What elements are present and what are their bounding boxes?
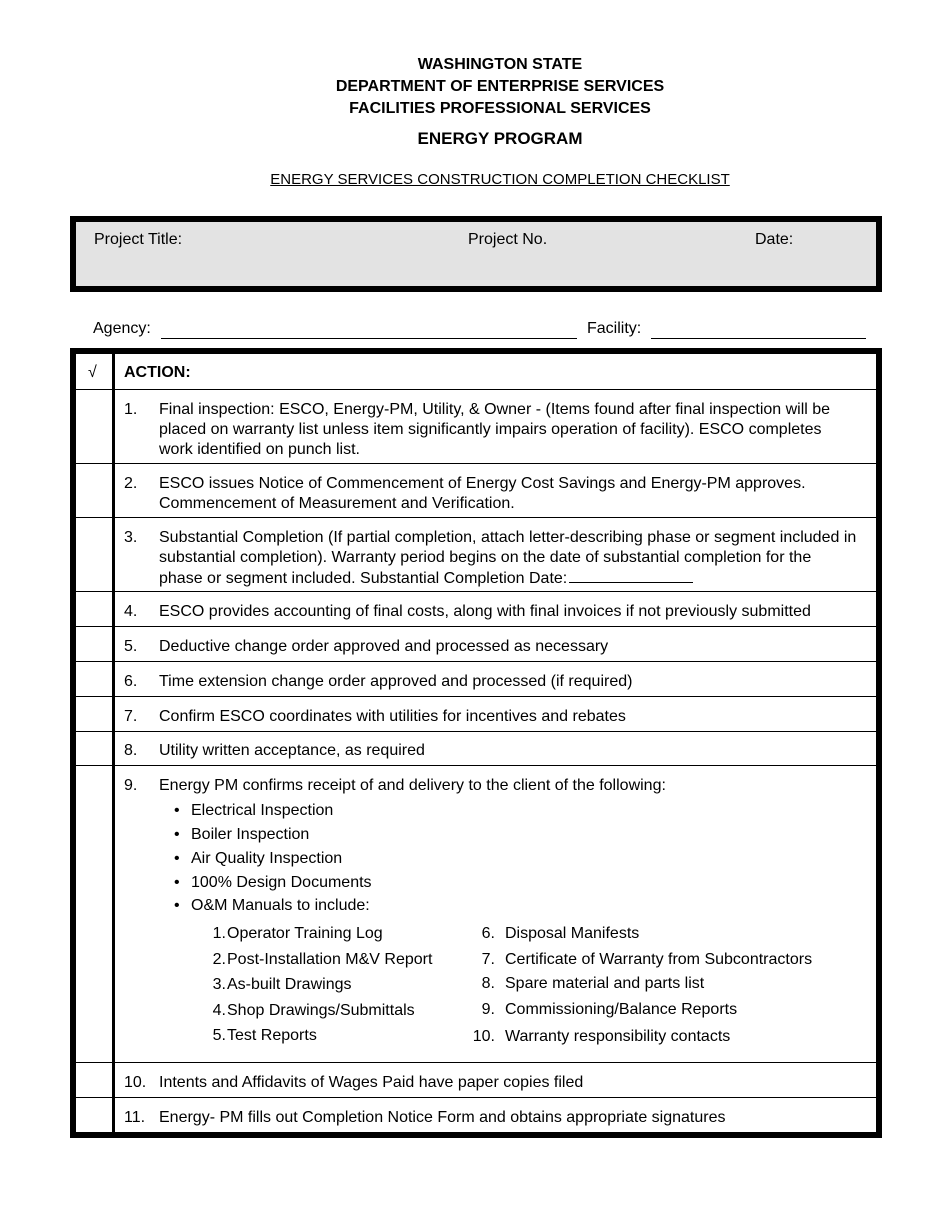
facility-label: Facility: bbox=[587, 320, 642, 337]
item-text: Deductive change order approved and processed as necessary bbox=[159, 638, 609, 655]
row-divider bbox=[76, 1097, 876, 1098]
manual-item: Warranty responsibility contacts bbox=[505, 1028, 731, 1045]
manual-number: 4. bbox=[212, 1002, 226, 1019]
item-text: Intents and Affidavits of Wages Paid have paper copies filed bbox=[159, 1074, 584, 1091]
item-text: Substantial Completion (If partial completion, attach letter-describing phase or segment included in substantial completion). Warranty period begins on the date of substantial completion for the phase or segment included. Substantial Completion Date: bbox=[159, 529, 857, 587]
item-text: ESCO issues Notice of Commencement of Energy Cost Savings and Energy-PM approves. Commencement of Measurement and Verification. bbox=[159, 475, 806, 512]
manual-number: 10. bbox=[472, 1028, 495, 1045]
manual-item: Certificate of Warranty from Subcontractors bbox=[505, 951, 813, 968]
manual-number: 7. bbox=[481, 951, 495, 968]
row-divider bbox=[76, 731, 876, 732]
manual-number: 2. bbox=[212, 951, 226, 968]
row-divider bbox=[76, 517, 876, 518]
item-text-with-blank bbox=[159, 528, 859, 589]
manual-item: Spare material and parts list bbox=[505, 975, 705, 992]
header-division: FACILITIES PROFESSIONAL SERVICES bbox=[349, 100, 651, 117]
item-number: 9. bbox=[124, 777, 138, 794]
manual-number: 5. bbox=[212, 1027, 226, 1044]
row-divider bbox=[76, 591, 876, 592]
project-title-label: Project Title: bbox=[94, 231, 183, 248]
bullet-icon: • bbox=[174, 874, 180, 891]
manual-number: 1. bbox=[212, 925, 226, 942]
bullet-item: Electrical Inspection bbox=[191, 802, 334, 819]
project-number-label: Project No. bbox=[468, 231, 548, 248]
item-number: 7. bbox=[124, 708, 138, 725]
row-divider bbox=[76, 463, 876, 464]
item-number: 1. bbox=[124, 401, 138, 418]
bullet-item: O&M Manuals to include: bbox=[191, 897, 370, 914]
item-number: 8. bbox=[124, 742, 138, 759]
item-text: Energy- PM fills out Completion Notice Form and obtains appropriate signatures bbox=[159, 1109, 726, 1126]
action-column-header: ACTION: bbox=[124, 364, 191, 381]
agency-label: Agency: bbox=[93, 320, 151, 337]
manual-item: Post-Installation M&V Report bbox=[227, 951, 433, 968]
item-text: Confirm ESCO coordinates with utilities for incentives and rebates bbox=[159, 708, 626, 725]
row-divider bbox=[76, 1062, 876, 1063]
bullet-icon: • bbox=[174, 826, 180, 843]
manual-number: 9. bbox=[481, 1001, 495, 1018]
manual-item: Commissioning/Balance Reports bbox=[505, 1001, 738, 1018]
row-divider bbox=[76, 661, 876, 662]
checklist-table bbox=[70, 348, 882, 1138]
item-number: 6. bbox=[124, 673, 138, 690]
row-divider bbox=[76, 626, 876, 627]
item-number: 11. bbox=[124, 1109, 146, 1126]
project-date-label: Date: bbox=[755, 231, 794, 248]
item-text: Energy PM confirms receipt of and delivery to the client of the following: bbox=[159, 777, 666, 794]
item-text: ESCO provides accounting of final costs, along with final invoices if not previously submitted bbox=[159, 603, 811, 620]
substantial-completion-date-field[interactable] bbox=[569, 568, 693, 583]
manual-number: 8. bbox=[481, 975, 495, 992]
check-column-header: √ bbox=[88, 364, 97, 381]
row-divider bbox=[76, 696, 876, 697]
agency-field[interactable] bbox=[161, 338, 577, 339]
bullet-icon: • bbox=[174, 850, 180, 867]
header-program: ENERGY PROGRAM bbox=[417, 129, 583, 148]
project-info-box bbox=[70, 216, 882, 292]
bullet-icon: • bbox=[174, 897, 180, 914]
item-number: 4. bbox=[124, 603, 138, 620]
manual-item: Shop Drawings/Submittals bbox=[227, 1002, 415, 1019]
manual-item: Disposal Manifests bbox=[505, 925, 640, 942]
manual-item: Operator Training Log bbox=[227, 925, 383, 942]
item-number: 5. bbox=[124, 638, 138, 655]
bullet-item: Air Quality Inspection bbox=[191, 850, 343, 867]
manual-item: As-built Drawings bbox=[227, 976, 352, 993]
item-text: Time extension change order approved and processed (if required) bbox=[159, 673, 633, 690]
item-number: 2. bbox=[124, 475, 138, 492]
bullet-item: 100% Design Documents bbox=[191, 874, 372, 891]
item-number: 3. bbox=[124, 529, 138, 546]
manual-number: 6. bbox=[481, 925, 495, 942]
header-state: WASHINGTON STATE bbox=[417, 56, 583, 73]
manual-number: 3. bbox=[212, 976, 226, 993]
header-department: DEPARTMENT OF ENTERPRISE SERVICES bbox=[335, 78, 665, 95]
row-divider bbox=[76, 389, 876, 390]
bullet-item: Boiler Inspection bbox=[191, 826, 310, 843]
item-text: Utility written acceptance, as required bbox=[159, 742, 425, 759]
bullet-icon: • bbox=[174, 802, 180, 819]
manual-item: Test Reports bbox=[227, 1027, 317, 1044]
facility-field[interactable] bbox=[651, 338, 866, 339]
item-text: Final inspection: ESCO, Energy-PM, Utility, & Owner - (Items found after final inspection will be placed on warranty list unless item significantly impairs operation of facility). ESCO completes work identified on punch list. bbox=[159, 401, 831, 458]
row-divider bbox=[76, 765, 876, 766]
item-number: 10. bbox=[124, 1074, 147, 1091]
document-title: ENERGY SERVICES CONSTRUCTION COMPLETION CHECKLIST bbox=[270, 171, 730, 188]
check-column-divider bbox=[112, 354, 115, 1132]
